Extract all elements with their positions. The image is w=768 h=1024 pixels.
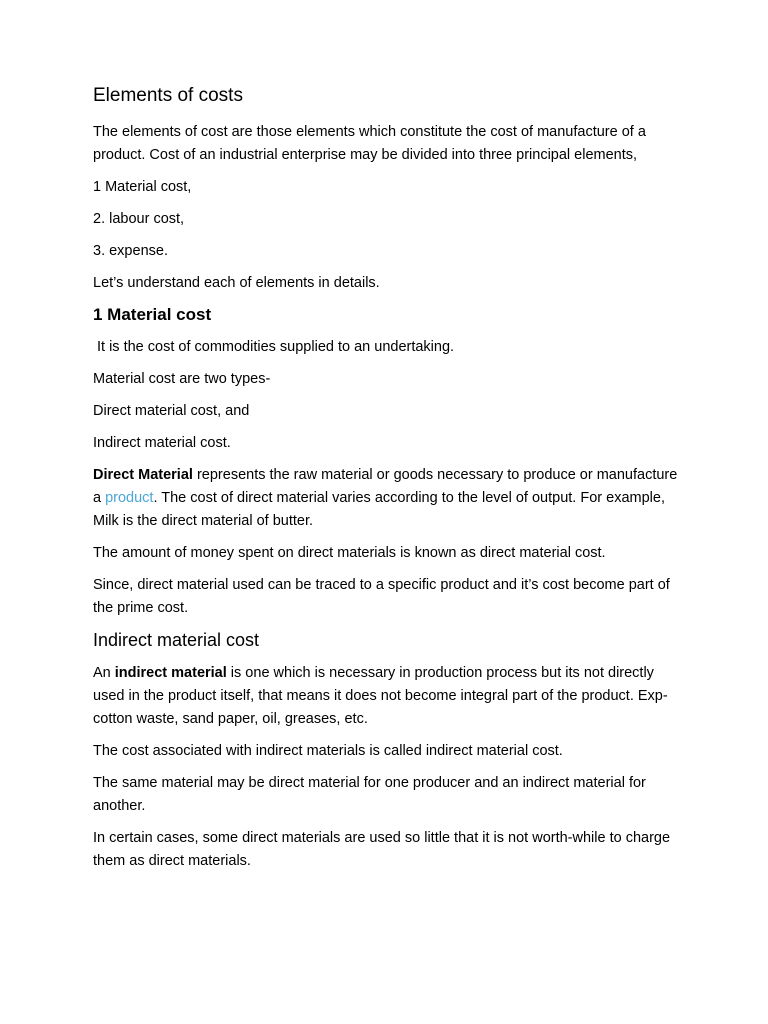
material-types-intro: Material cost are two types-: [93, 370, 271, 387]
material-type-indirect: Indirect material cost.: [93, 434, 231, 451]
material-cost-heading: 1 Material cost: [93, 304, 212, 324]
indirect-material-term: indirect material: [114, 665, 227, 682]
indirect-cost-definition: The cost associated with indirect materials is called indirect material cost.: [93, 743, 563, 760]
direct-material-text-b: . The cost of direct material varies according to the level of output. For example, Milk is the direct material of butter.: [93, 489, 665, 529]
indirect-same-material: The same material may be direct material for one producer and an indirect material for another.: [93, 775, 646, 815]
indirect-material-heading: Indirect material cost: [93, 629, 260, 650]
direct-material-text-a: represents the raw material or goods necessary to produce or manufacture a: [93, 466, 678, 506]
lead-in-paragraph: Let’s understand each of elements in details.: [93, 274, 380, 291]
element-item-3: 3. expense.: [93, 242, 168, 259]
intro-paragraph: The elements of cost are those elements which constitute the cost of manufacture of a product. Cost of an industrial enterprise may be divided into three principal elements,: [93, 123, 646, 163]
document-title: Elements of costs: [93, 85, 243, 106]
indirect-certain-cases: In certain cases, some direct materials are used so little that it is not worth-while to charge them as direct materials.: [93, 830, 671, 870]
element-item-2: 2. labour cost,: [93, 210, 185, 227]
direct-material-traced: Since, direct material used can be traced to a specific product and it’s cost become part of the prime cost.: [93, 576, 670, 616]
direct-material-amount: The amount of money spent on direct materials is known as direct material cost.: [93, 544, 606, 561]
material-type-direct: Direct material cost, and: [93, 402, 250, 419]
direct-material-term: Direct Material: [93, 466, 193, 483]
indirect-text-post: is one which is necessary in production process but its not directly used in the product itself, that means it does not become integral part of the product. Exp- cotton waste, sand paper, oil, greases, etc.: [93, 665, 668, 728]
direct-material-paragraph: [93, 464, 683, 533]
product-link[interactable]: product: [105, 489, 154, 506]
indirect-text-pre: An: [93, 665, 115, 682]
document-page: [93, 84, 683, 882]
indirect-material-paragraph: [93, 662, 683, 731]
material-definition: It is the cost of commodities supplied to an undertaking.: [97, 338, 455, 355]
element-item-1: 1 Material cost,: [93, 178, 192, 195]
